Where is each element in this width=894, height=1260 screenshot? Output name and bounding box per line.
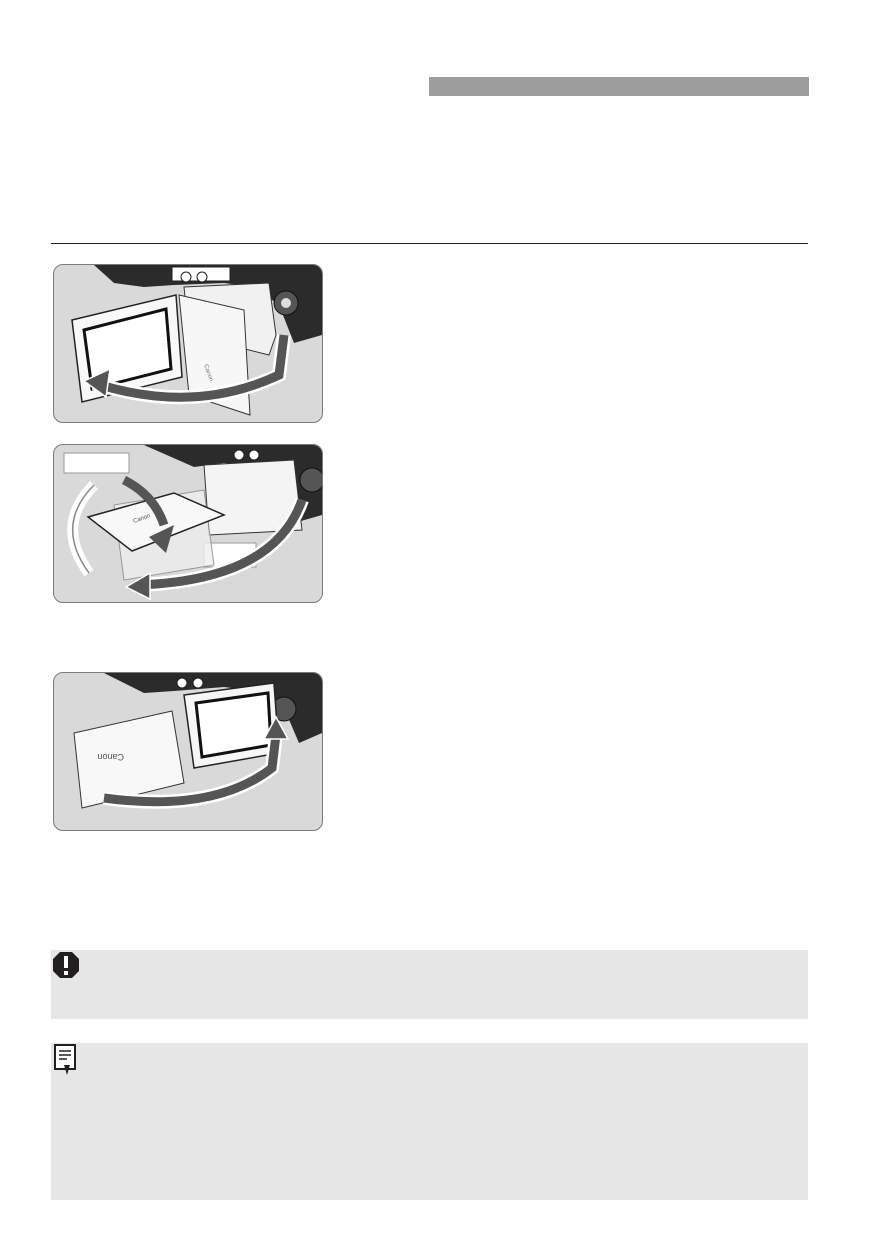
caution-icon — [51, 950, 81, 985]
face-yourself-illustration — [53, 672, 323, 831]
memo-icon — [51, 1043, 81, 1082]
rotate-screen-illustration — [53, 444, 323, 603]
open-screen-illustration — [53, 264, 323, 423]
caution-note — [51, 950, 808, 1019]
brand-mark: Canon — [132, 513, 152, 525]
memo-note — [51, 1043, 808, 1200]
brand-mark: Canon — [202, 363, 214, 383]
section-title-bar — [429, 77, 809, 96]
brand-mark: Canon — [97, 752, 124, 762]
heading-rule — [51, 243, 808, 244]
